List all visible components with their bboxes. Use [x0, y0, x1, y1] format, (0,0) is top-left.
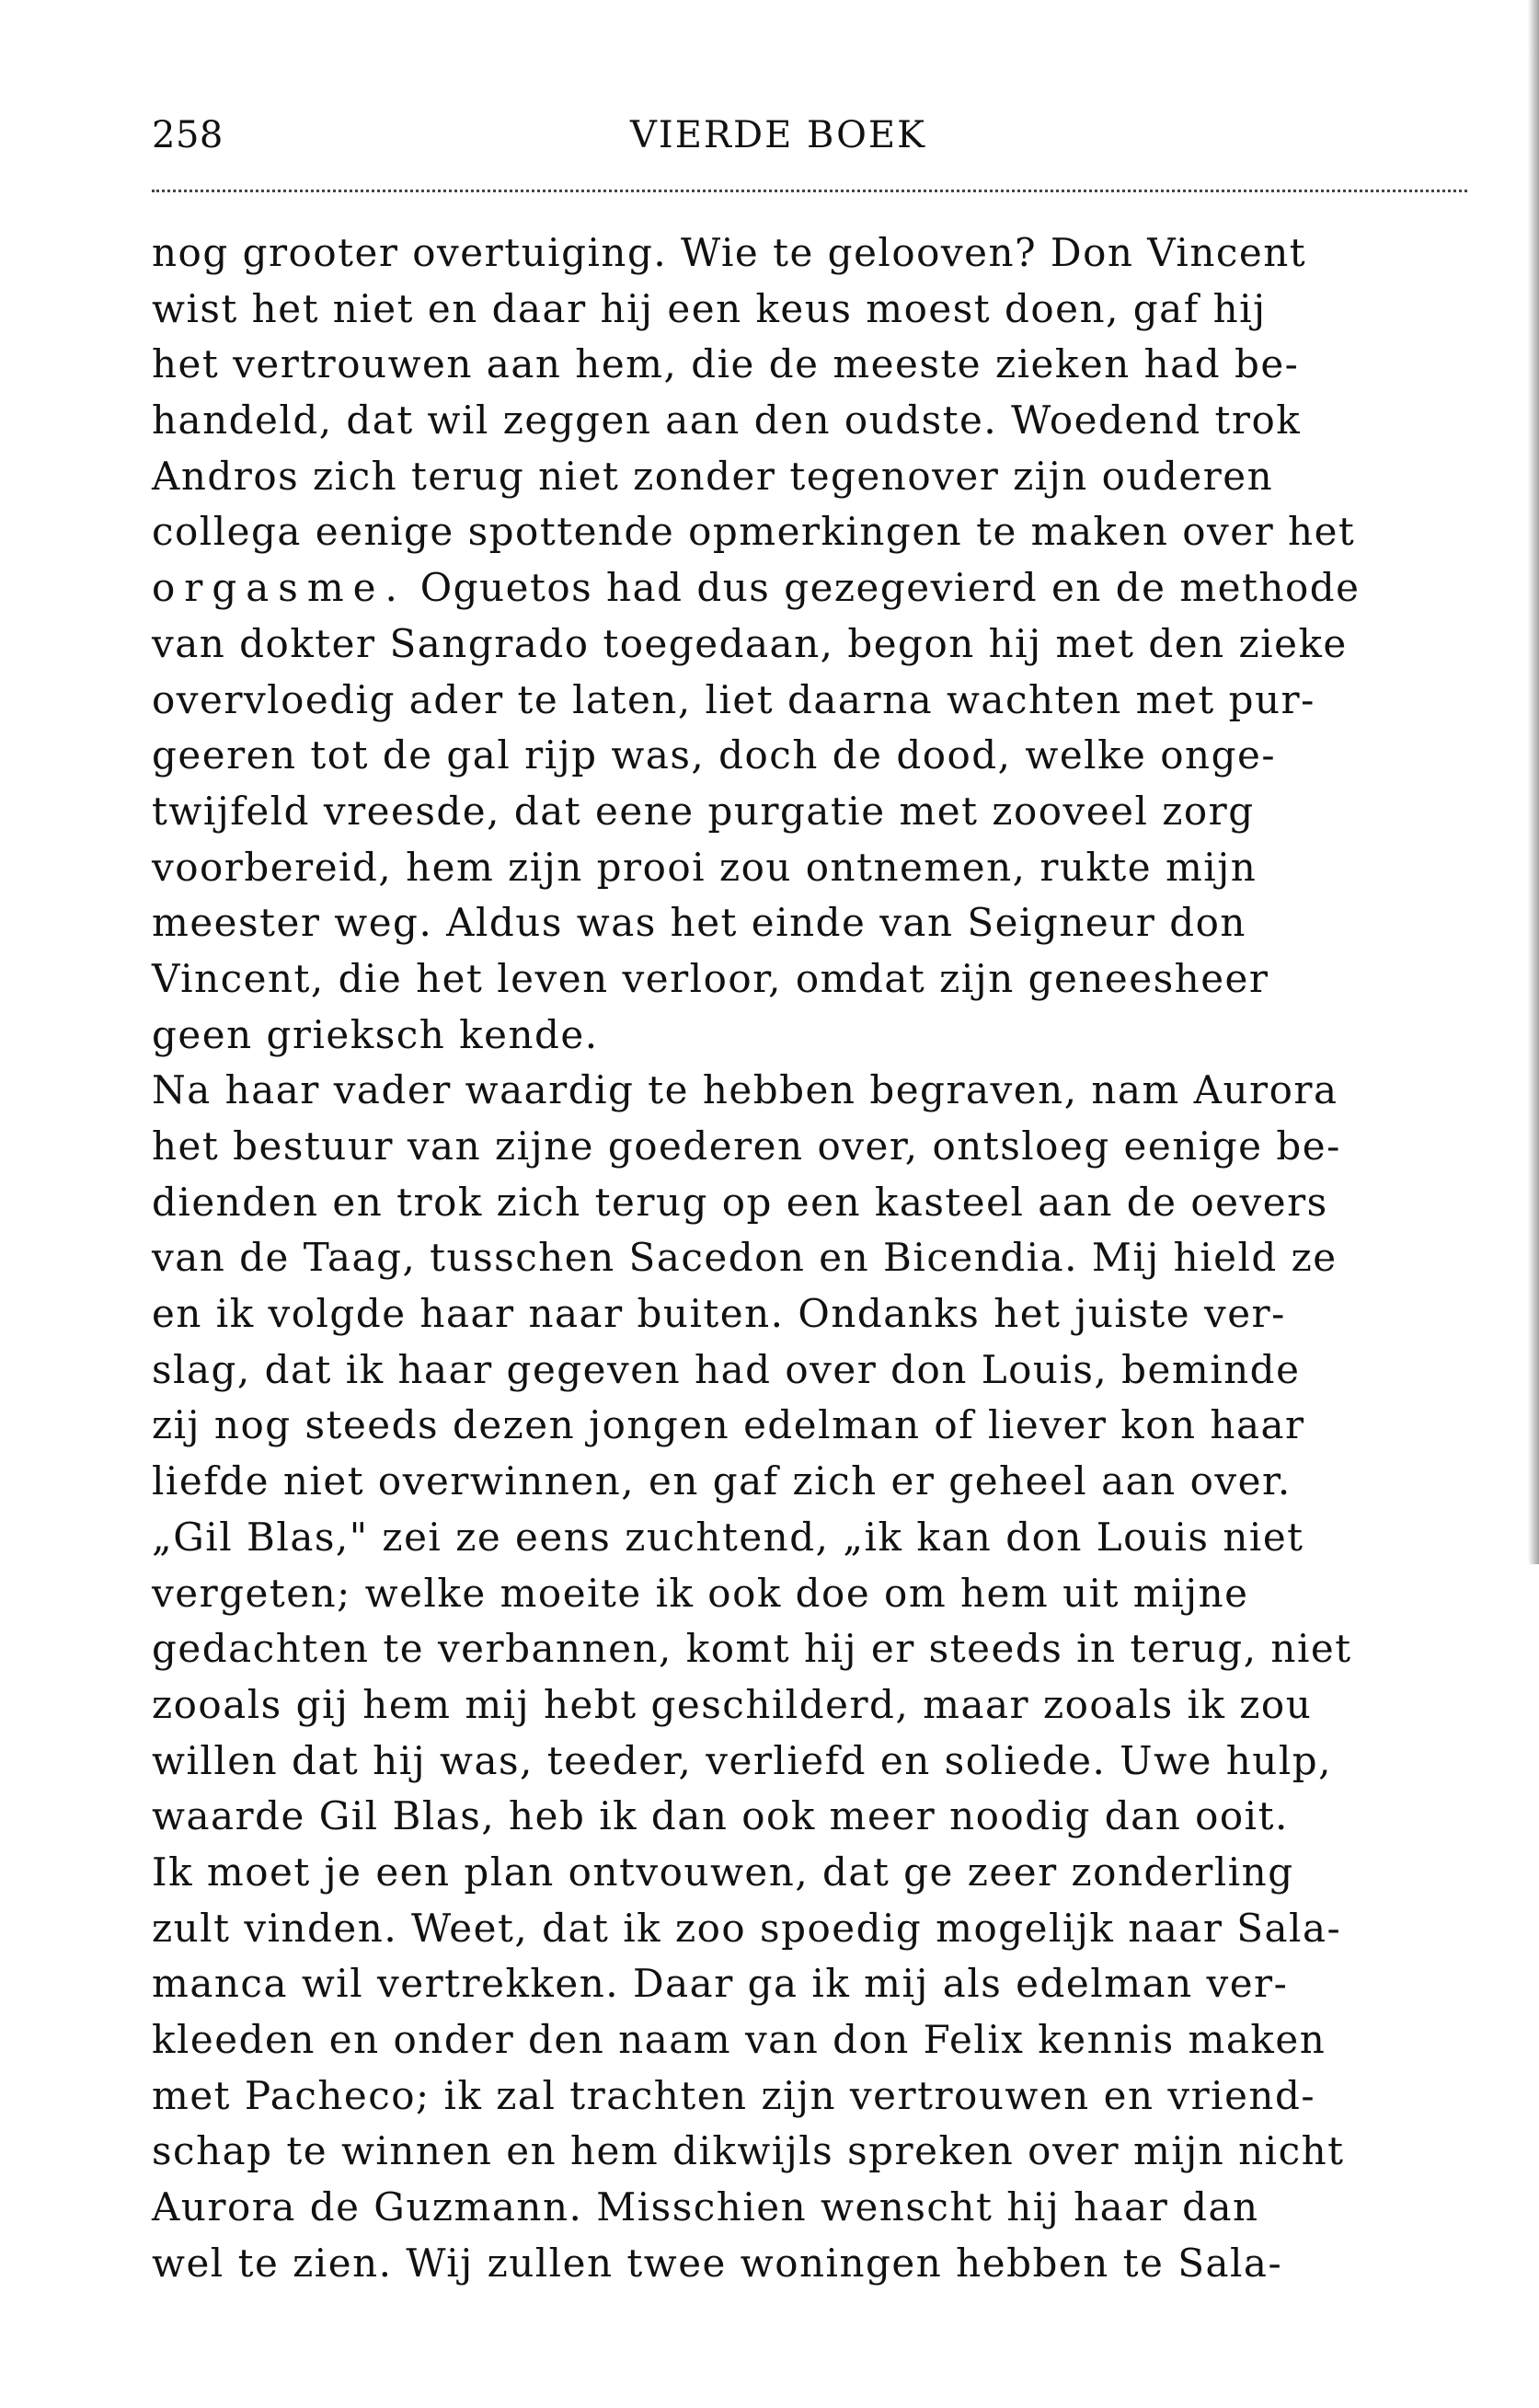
text-line: willen dat hij was, teeder, verliefd en soliede. Uwe hulp,: [152, 1737, 1332, 1783]
text-line: Andros zich terug niet zonder tegenover zijn ouderen: [152, 453, 1274, 499]
running-head: VIERDE BOEK: [630, 114, 926, 156]
text-line: zult vinden. Weet, dat ik zoo spoedig mogelijk naar Sala-: [152, 1905, 1342, 1951]
text-line: geeren tot de gal rijp was, doch de dood, welke onge-: [152, 732, 1277, 778]
text-line: vergeten; welke moeite ik ook doe om hem uit mijne: [152, 1570, 1249, 1616]
text-line: zooals gij hem mij hebt geschilderd, maar zooals ik zou: [152, 1681, 1313, 1727]
text-line: nog grooter overtuiging. Wie te gelooven? Don Vincent: [152, 230, 1307, 275]
text-line: dienden en trok zich terug op een kasteel aan de oevers: [152, 1179, 1328, 1225]
text-line: collega eenige spottende opmerkingen te maken over het: [152, 509, 1356, 555]
body-text: [152, 225, 1467, 2291]
page-header: [152, 106, 1467, 170]
text-line: slag, dat ik haar gegeven had over don Louis, beminde: [152, 1346, 1301, 1392]
spaced-word: orgasme.: [152, 565, 407, 611]
text-line: liefde niet overwinnen, en gaf zich er geheel aan over.: [152, 1458, 1292, 1504]
line-remainder: Oguetos had dus gezegevierd en de methode: [419, 565, 1361, 611]
text-line: twijfeld vreesde, dat eene purgatie met zooveel zorg: [152, 788, 1255, 834]
text-line: van de Taag, tusschen Sacedon en Bicendia. Mij hield ze: [152, 1235, 1338, 1281]
text-line: „Gil Blas," zei ze eens zuchtend, „ik kan don Louis niet: [152, 1514, 1304, 1560]
text-line: geen grieksch kende.: [152, 1011, 599, 1057]
text-line: met Pacheco; ik zal trachten zijn vertrouwen en vriend-: [152, 2072, 1316, 2118]
text-line: van dokter Sangrado toegedaan, begon hij met den zieke: [152, 620, 1348, 666]
text-line: overvloedig ader te laten, liet daarna wachten met pur-: [152, 676, 1315, 722]
text-line: Ik moet je een plan ontvouwen, dat ge zeer zonderling: [152, 1849, 1294, 1895]
text-line: wel te zien. Wij zullen twee woningen hebben te Sala-: [152, 2240, 1283, 2286]
text-line: Aurora de Guzmann. Misschien wenscht hij haar dan: [152, 2184, 1259, 2230]
text-line: zij nog steeds dezen jongen edelman of liever kon haar: [152, 1402, 1305, 1448]
text-line: Na haar vader waardig te hebben begraven, nam Aurora: [152, 1067, 1338, 1113]
header-divider: [152, 190, 1467, 192]
page-number: 258: [152, 114, 224, 156]
text-line-with-emphasis: [152, 560, 1467, 616]
text-line: het vertrouwen aan hem, die de meeste zieken had be-: [152, 341, 1300, 387]
text-line: gedachten te verbannen, komt hij er steeds in terug, niet: [152, 1626, 1352, 1672]
text-line: wist het niet en daar hij een keus moest doen, gaf hij: [152, 285, 1267, 331]
text-line: Vincent, die het leven verloor, omdat zijn geneesheer: [152, 955, 1269, 1001]
scan-edge-shadow: [1528, 0, 1539, 1564]
text-line: meester weg. Aldus was het einde van Seigneur don: [152, 900, 1246, 946]
text-line: kleeden en onder den naam van don Felix kennis maken: [152, 2017, 1327, 2062]
text-line: manca wil vertrekken. Daar ga ik mij als edelman ver-: [152, 1961, 1289, 2007]
text-line: het bestuur van zijne goederen over, ontsloeg eenige be-: [152, 1123, 1341, 1169]
text-line: voorbereid, hem zijn prooi zou ontnemen, rukte mijn: [152, 844, 1258, 890]
text-line: waarde Gil Blas, heb ik dan ook meer noodig dan ooit.: [152, 1793, 1289, 1839]
text-line: schap te winnen en hem dikwijls spreken over mijn nicht: [152, 2128, 1345, 2174]
text-line: handeld, dat wil zeggen aan den oudste. Woedend trok: [152, 397, 1302, 444]
text-line: en ik volgde haar naar buiten. Ondanks het juiste ver-: [152, 1291, 1286, 1337]
